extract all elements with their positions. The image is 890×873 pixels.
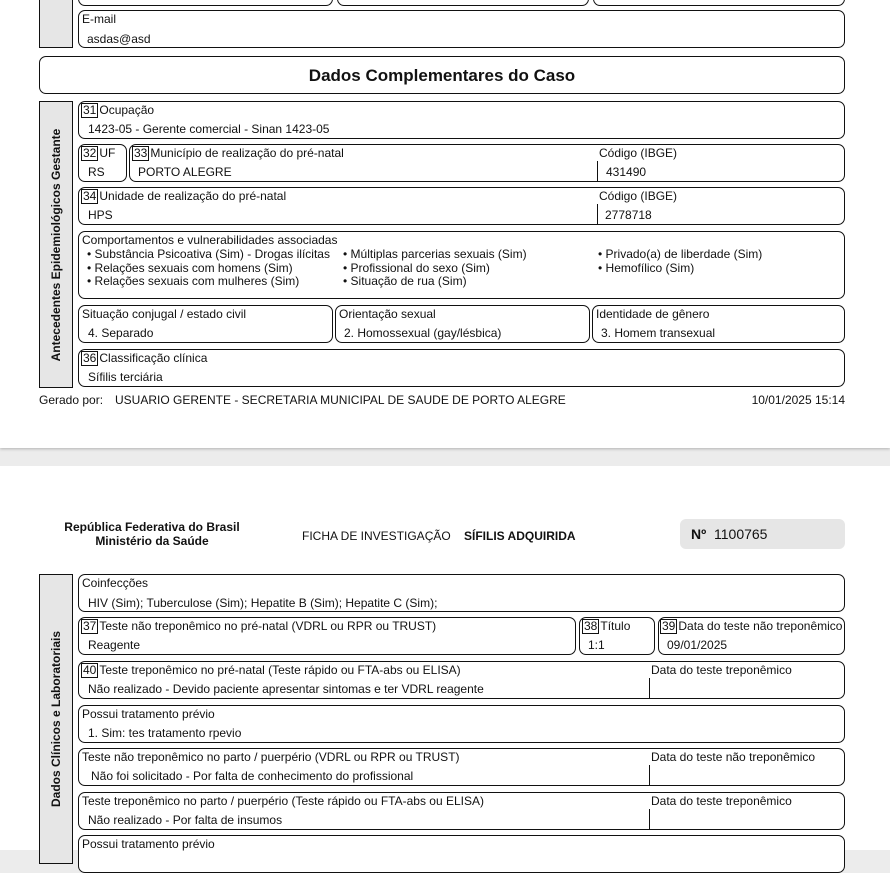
footer-gerado-value: USUARIO GERENTE - SECRETARIA MUNICIPAL DE SAUDE DE PORTO ALEGRE xyxy=(115,393,566,407)
titulo-field xyxy=(579,617,655,655)
teste-trep-parto-label: Teste treponêmico no parto / puerpério (Teste rápido ou FTA-abs ou ELISA) xyxy=(82,794,484,808)
data-teste-nao-trep-label: Data do teste não treponêmico xyxy=(678,619,843,633)
unidade-field xyxy=(78,187,845,225)
comportamento-item: • Relações sexuais com homens (Sim) xyxy=(87,261,293,275)
previous-field-box-2 xyxy=(337,0,589,6)
situacao-conjugal-value: 4. Separado xyxy=(88,326,154,340)
titulo-label: Título xyxy=(600,619,631,633)
comportamento-item: • Privado(a) de liberdade (Sim) xyxy=(598,247,763,261)
field-number: 40 xyxy=(83,663,97,677)
identidade-genero-field xyxy=(592,305,845,343)
sidebar-antecedentes xyxy=(39,101,73,388)
municipio-code-value: 431490 xyxy=(606,165,647,179)
classificacao-field xyxy=(78,349,845,387)
coinfeccoes-field xyxy=(78,574,845,612)
document-page-2 xyxy=(0,466,890,850)
previous-field-box-1 xyxy=(78,0,333,6)
comportamento-item: • Substância Psicoativa (Sim) - Drogas ilícitas xyxy=(87,247,330,261)
numero-box xyxy=(680,519,845,549)
teste-nao-trep-parto-label: Teste não treponêmico no parto / puerpério (VDRL ou RPR ou TRUST) xyxy=(82,750,460,764)
uf-value: RS xyxy=(88,165,105,179)
divider xyxy=(597,204,598,224)
teste-trep-parto-value: Não realizado - Por falta de insumos xyxy=(88,813,283,827)
header-institution xyxy=(40,520,264,548)
classificacao-label: Classificação clínica xyxy=(99,351,208,365)
ocupacao-value: 1423-05 - Gerente comercial - Sinan 1423-05 xyxy=(88,122,330,136)
comportamento-item: • Situação de rua (Sim) xyxy=(343,274,467,288)
section-title: Dados Complementares do Caso xyxy=(308,66,576,85)
orientacao-sexual-value: 2. Homossexual (gay/lésbica) xyxy=(344,326,502,340)
sidebar-antecedentes-label: Antecedentes Epidemiológicos Gestante xyxy=(49,128,63,361)
classificacao-value: Sífilis terciária xyxy=(88,370,163,384)
sidebar-dados-clinicos-label: Dados Clínicos e Laboratoriais xyxy=(49,630,63,808)
divider xyxy=(649,765,650,785)
comportamentos-label: Comportamentos e vulnerabilidades associadas xyxy=(82,233,338,247)
comportamento-item: • Relações sexuais com mulheres (Sim) xyxy=(87,274,300,288)
previous-field-box-3 xyxy=(593,0,845,6)
field-number: 38 xyxy=(584,619,598,633)
uf-field xyxy=(78,144,127,182)
email-field xyxy=(78,10,845,48)
coinfeccoes-value: HIV (Sim); Tuberculose (Sim); Hepatite B (Sim); Hepatite C (Sim); xyxy=(88,596,438,610)
municipio-code-label: Código (IBGE) xyxy=(599,146,678,160)
footer-timestamp: 10/01/2025 15:14 xyxy=(751,393,845,407)
sidebar-dados-clinicos xyxy=(39,574,73,864)
divider xyxy=(597,161,598,181)
coinfeccoes-label: Coinfecções xyxy=(82,576,149,590)
section-title-box xyxy=(39,56,845,94)
unidade-code-value: 2778718 xyxy=(605,208,652,222)
teste-trep-parto-field xyxy=(78,792,845,830)
municipio-value: PORTO ALEGRE xyxy=(138,165,232,179)
municipio-field xyxy=(129,144,845,182)
uf-label: UF xyxy=(99,146,116,160)
orientacao-sexual-label: Orientação sexual xyxy=(339,307,436,321)
tratamento-previo-field xyxy=(78,705,845,743)
comportamento-item: • Profissional do sexo (Sim) xyxy=(343,261,490,275)
teste-trep-prenatal-value: Não realizado - Devido paciente apresentar sintomas e ter VDRL reagente xyxy=(88,682,484,696)
teste-nao-trep-prenatal-label: Teste não treponêmico no pré-natal (VDRL ou RPR ou TRUST) xyxy=(99,619,437,633)
identidade-genero-label: Identidade de gênero xyxy=(596,307,710,321)
unidade-label: Unidade de realização do pré-natal xyxy=(99,189,287,203)
municipio-label: Município de realização do pré-natal xyxy=(150,146,344,160)
header-line2: Ministério da Saúde xyxy=(95,534,209,548)
previous-section-sidebar xyxy=(39,0,73,48)
field-number: 32 xyxy=(83,146,97,160)
situacao-conjugal-label: Situação conjugal / estado civil xyxy=(82,307,247,321)
field-number: 31 xyxy=(83,103,97,117)
header-line1: República Federativa do Brasil xyxy=(64,520,240,534)
field-number: 33 xyxy=(134,146,148,160)
footer-gerado-label: Gerado por: xyxy=(39,393,104,407)
tratamento-previo-label: Possui tratamento prévio xyxy=(82,707,215,721)
email-label: E-mail xyxy=(82,12,117,26)
comportamentos-field xyxy=(78,231,845,299)
numero-label: Nº xyxy=(691,526,707,542)
ocupacao-label: Ocupação xyxy=(99,103,155,117)
situacao-conjugal-field xyxy=(78,305,333,343)
divider xyxy=(649,809,650,829)
header-ficha: FICHA DE INVESTIGAÇÃO xyxy=(302,529,451,543)
identidade-genero-value: 3. Homem transexual xyxy=(601,326,716,340)
tratamento-previo-value: 1. Sim: tes tratamento rpevio xyxy=(88,726,242,740)
field-number: 36 xyxy=(83,351,97,365)
field-number: 39 xyxy=(662,619,676,633)
teste-trep-prenatal-field xyxy=(78,661,845,699)
header-agravo: SÍFILIS ADQUIRIDA xyxy=(464,529,576,543)
unidade-value: HPS xyxy=(88,208,113,222)
numero-value: 1100765 xyxy=(714,526,768,542)
field-number: 37 xyxy=(83,619,97,633)
tratamento-previo-2-field xyxy=(78,835,845,873)
teste-trep-prenatal-label: Teste treponêmico no pré-natal (Teste rápido ou FTA-abs ou ELISA) xyxy=(99,663,461,677)
orientacao-sexual-field xyxy=(335,305,590,343)
data-teste-nao-trep-field xyxy=(658,617,845,655)
teste-trep-parto-date-label: Data do teste treponêmico xyxy=(651,794,792,808)
teste-nao-trep-prenatal-field xyxy=(78,617,576,655)
tratamento-previo-2-label: Possui tratamento prévio xyxy=(82,837,215,851)
data-teste-nao-trep-value: 09/01/2025 xyxy=(667,638,728,652)
teste-nao-trep-parto-date-label: Data do teste não treponêmico xyxy=(651,750,816,764)
email-value: asdas@asd xyxy=(87,32,151,46)
teste-nao-trep-parto-field xyxy=(78,748,845,786)
divider xyxy=(649,678,650,698)
ocupacao-field xyxy=(78,101,845,139)
teste-nao-trep-parto-value: Não foi solicitado - Por falta de conhecimento do profissional xyxy=(91,769,414,783)
teste-nao-trep-prenatal-value: Reagente xyxy=(88,638,141,652)
unidade-code-label: Código (IBGE) xyxy=(599,189,678,203)
titulo-value: 1:1 xyxy=(588,638,605,652)
comportamento-item: • Hemofílico (Sim) xyxy=(598,261,695,275)
field-number: 34 xyxy=(83,189,97,203)
teste-trep-prenatal-date-label: Data do teste treponêmico xyxy=(651,663,792,677)
comportamento-item: • Múltiplas parcerias sexuais (Sim) xyxy=(343,247,527,261)
